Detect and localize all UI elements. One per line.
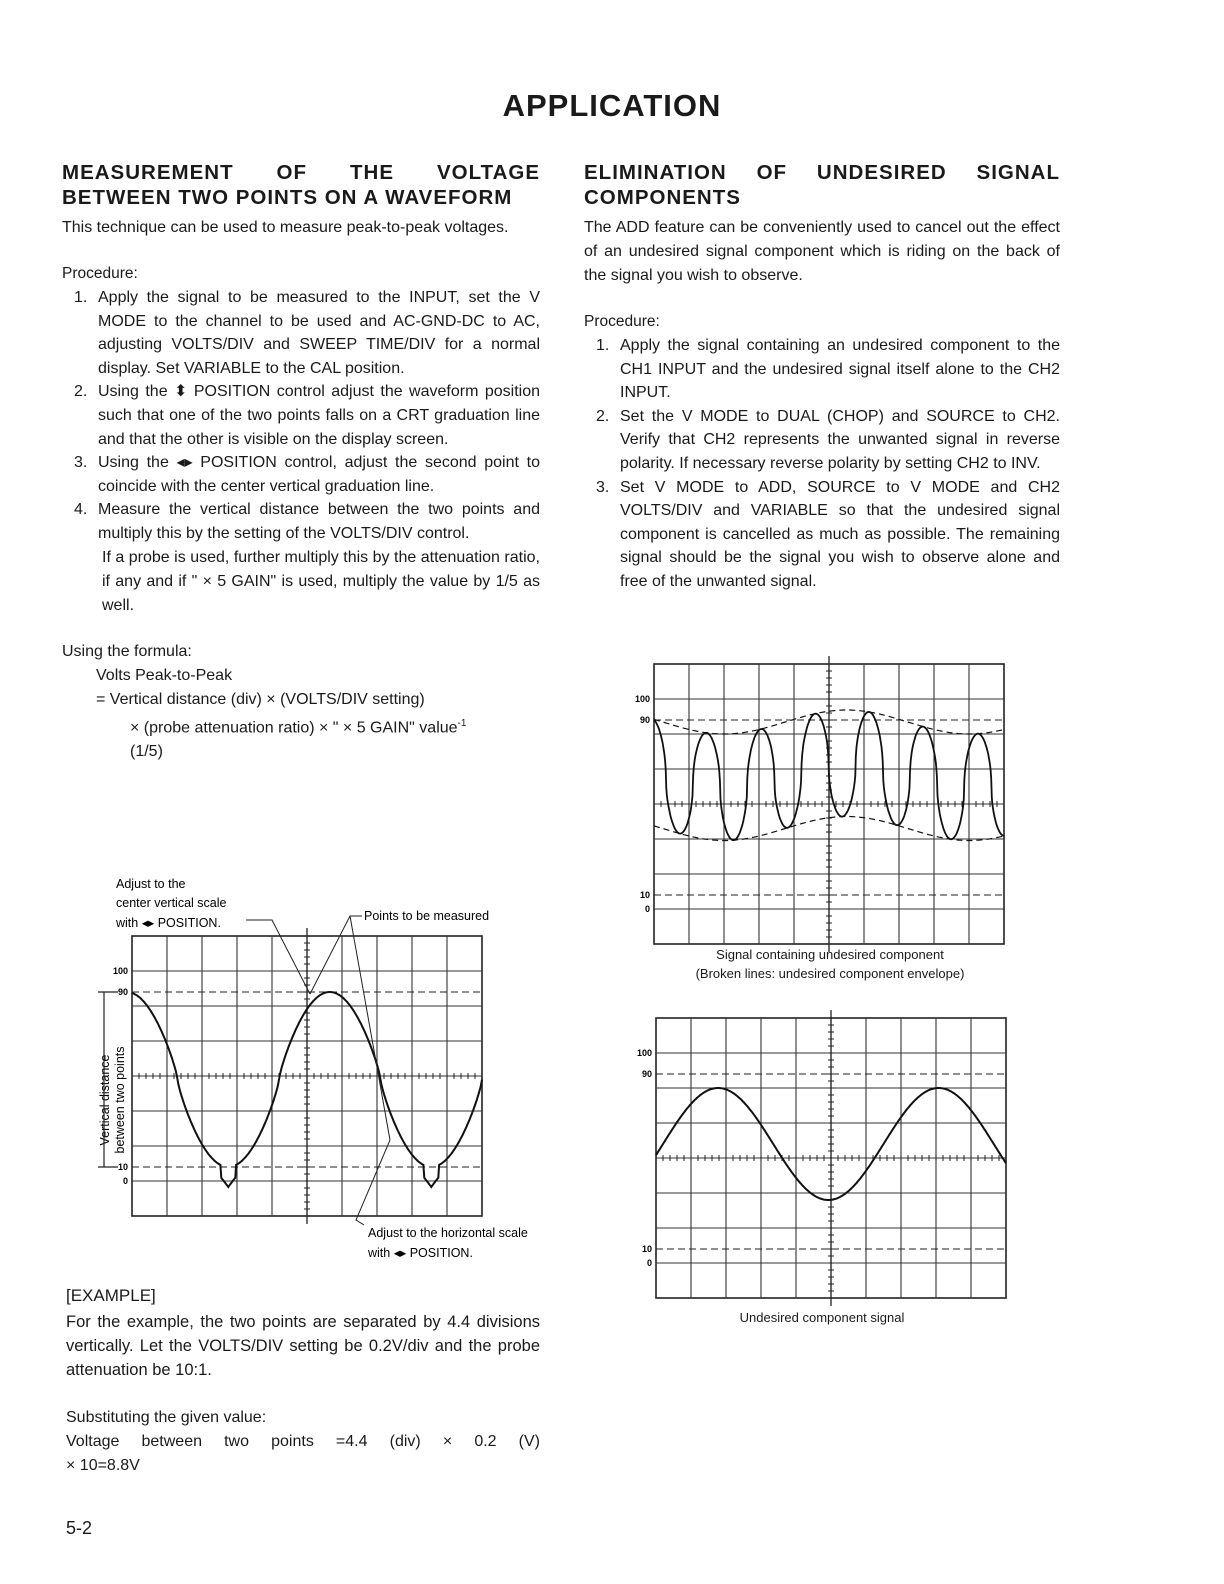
left-heading: MEASUREMENT OF THE VOLTAGE BETWEEN TWO POINTS ON A WAVEFORM [62, 161, 540, 209]
formula-line2: = Vertical distance (div) × (VOLTS/DIV setting) [96, 690, 425, 708]
callout-adjust-3: with ◂▸ POSITION. [116, 916, 221, 930]
substitute-block [66, 1406, 540, 1478]
list-item: 2. Using the ⬍ POSITION control adjust the waveform position such that one of the two points falls on a CRT graduation line and that the other is visible on the display screen. [74, 383, 540, 448]
list-item: 4. Measure the vertical distance between the two points and multiply this by the setting of the VOLTS/DIV control. [74, 501, 540, 542]
callout-horizontal-2: with ◂▸ POSITION. [368, 1246, 473, 1260]
right-procedure-label: Procedure: [584, 313, 660, 330]
label-90: 90 [117, 987, 128, 997]
left-procedure-label: Procedure: [62, 265, 138, 282]
list-item: 1. Apply the signal to be measured to the INPUT, set the V MODE to the channel to be used and AC-GND-DC to AC, adjusting VOLTS/DIV and SWEEP TIME/DIV for a normal display. Set VARIABLE to the CAL position. [74, 289, 540, 377]
substitute-line2: × 10=8.8V [66, 1457, 140, 1474]
vertical-distance-label [98, 1046, 127, 1153]
waveform-svg-left [60, 870, 560, 1270]
left-column [62, 160, 540, 764]
waveform-figure-right-1 [630, 660, 1030, 990]
right-heading: ELIMINATION OF UNDESIRED SIGNAL COMPONENTS [584, 161, 1060, 209]
right-column [584, 160, 1060, 594]
label-0: 0 [646, 1258, 652, 1268]
callout-adjust-line [246, 920, 310, 994]
label-10: 10 [641, 1244, 652, 1254]
waveform-svg-right-2 [630, 1014, 1030, 1302]
figure1-caption: Signal containing undesired component (Broken lines: undesired component envelope) [695, 947, 965, 981]
list-item: 3. Set V MODE to ADD, SOURCE to V MODE and CH2 VOLTS/DIV and VARIABLE so that the undesired signal component is cancelled as much as possible. The remaining signal should be the signal you wish to observe alone and free of the unwanted signal. [596, 478, 1060, 590]
substitute-label: Substituting the given value: [66, 1409, 267, 1426]
label-0: 0 [122, 1176, 128, 1186]
right-intro: The ADD feature can be conveniently used to cancel out the effect of an undesired signal component which is riding on the back of the signal you wish to observe. [584, 219, 1060, 284]
label-100: 100 [112, 966, 128, 976]
page-title: APPLICATION [502, 88, 722, 123]
left-steps [62, 286, 540, 546]
list-item: 3. Using the ◂▸ POSITION control, adjust the second point to coincide with the center vertical graduation line. [74, 454, 540, 495]
callout-adjust-2: center vertical scale [116, 896, 227, 910]
step4-note: If a probe is used, further multiply this by the attenuation ratio, if any and if " × 5 GAIN" is used, multiply the value by 1/5 as well. [102, 548, 540, 614]
substitute-line1: Voltage between two points =4.4 (div) × 0.2 (V) [66, 1433, 540, 1450]
svg-text:Vertical distance: Vertical distance [98, 1054, 112, 1146]
label-10: 10 [639, 890, 650, 900]
example-text: For the example, the two points are separated by 4.4 divisions vertically. Let the VOLTS/DIV setting be 0.2V/div and the probe attenuation be 10:1. [66, 1313, 540, 1379]
callout-adjust-1: Adjust to the [116, 877, 186, 891]
label-0: 0 [644, 904, 650, 914]
right-steps [584, 334, 1060, 594]
page-number: 5-2 [66, 1518, 93, 1538]
list-item: 1. Apply the signal containing an undesired component to the CH1 INPUT and the undesired signal itself alone to the CH2 INPUT. [596, 337, 1060, 402]
formula-line4: (1/5) [130, 742, 163, 760]
waveform-figure-left [60, 870, 560, 1270]
callout-points-line-2 [350, 916, 390, 1140]
list-item: 2. Set the V MODE to DUAL (CHOP) and SOURCE to CH2. Verify that CH2 represents the unwanted signal in reverse polarity. If necessary reverse polarity by setting CH2 to INV. [596, 407, 1060, 472]
waveform-figure-right-2 [630, 1014, 1030, 1334]
callout-horizontal-line [356, 1140, 390, 1225]
example-heading: [EXAMPLE] [66, 1286, 156, 1305]
figure2-caption: Undesired component signal [739, 1310, 905, 1325]
callout-points: Points to be measured [364, 909, 490, 923]
formula-label: Using the formula: [62, 642, 192, 660]
formula-line3: × (probe attenuation ratio) × " × 5 GAIN" value$^{-1}$ [130, 717, 467, 736]
label-90: 90 [641, 1069, 652, 1079]
svg-text:between two points: between two points [113, 1046, 127, 1154]
label-100: 100 [634, 694, 650, 704]
waveform-svg-right-1 [630, 660, 1030, 945]
label-10: 10 [117, 1162, 128, 1172]
label-100: 100 [636, 1048, 652, 1058]
left-intro: This technique can be used to measure peak-to-peak voltages. [62, 219, 509, 236]
formula-line1: Volts Peak-to-Peak [96, 666, 233, 684]
callout-points-line [310, 916, 362, 994]
label-90: 90 [639, 715, 650, 725]
callout-horizontal-1: Adjust to the horizontal scale [368, 1226, 528, 1240]
